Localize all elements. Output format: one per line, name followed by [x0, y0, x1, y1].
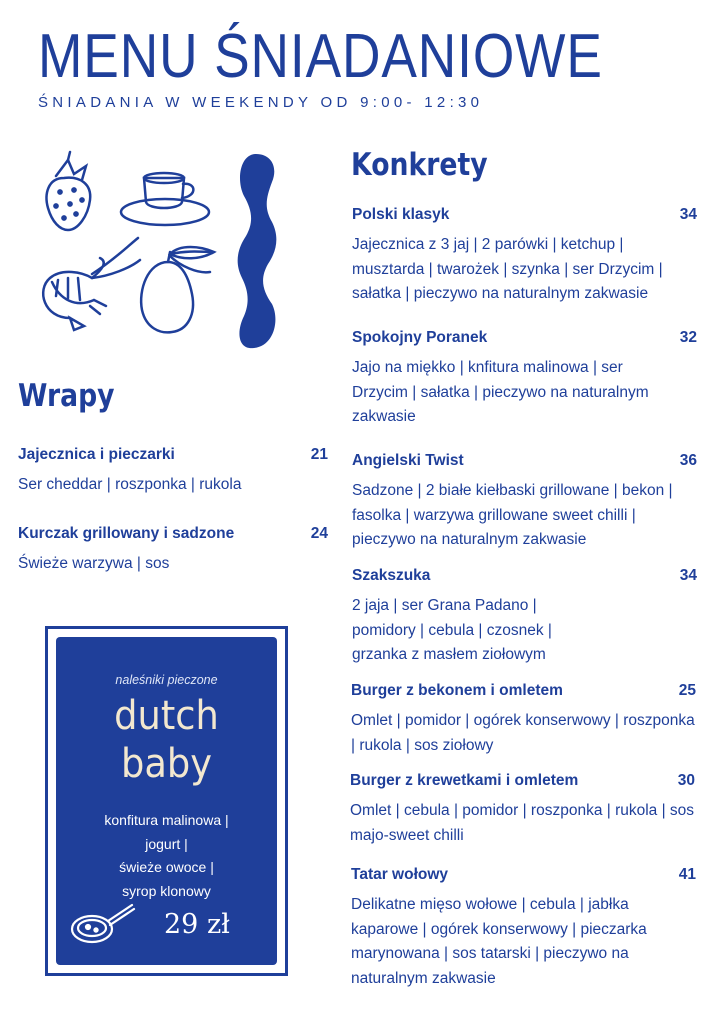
item-name: Szakszuka	[352, 567, 431, 584]
konkrety-heading: Konkrety	[351, 147, 488, 183]
list-item	[351, 682, 696, 758]
dutch-baby-title-line2: baby	[120, 741, 213, 787]
item-price: 36	[679, 452, 697, 469]
item-description: Sadzone | 2 białe kiełbaski grillowane | bekon | fasolka | warzywa grillowane sweet chilli | pieczywo na naturalnym zakwasie	[352, 482, 673, 548]
item-name: Jajecznica i pieczarki	[18, 446, 175, 463]
item-price: 30	[677, 772, 695, 789]
list-item	[18, 446, 328, 498]
item-price: 34	[679, 567, 697, 584]
dutch-baby-panel	[56, 637, 277, 965]
item-price: 21	[310, 446, 328, 463]
item-price: 32	[679, 329, 697, 346]
pan-icon	[68, 899, 138, 949]
item-description: Delikatne mięso wołowe | cebula | jabłka kaparowe | ogórek konserwowy | pieczarka marynowana | sos tatarski | pieczywo na naturalnym zakwasie	[351, 896, 647, 987]
page-title: MENU ŚNIADANIOWE	[38, 22, 603, 91]
list-item	[351, 866, 696, 991]
page-subtitle: ŚNIADANIA W WEEKENDY OD 9:00- 12:30	[38, 94, 484, 111]
item-price: 41	[678, 866, 696, 883]
item-description: Jajo na miękko | knfitura malinowa | ser Drzycim | sałatka | pieczywo na naturalnym zakwasie	[352, 359, 649, 425]
dutch-baby-desc-line: syrop klonowy	[122, 882, 211, 899]
item-description: Ser cheddar | roszponka | rukola	[18, 476, 242, 493]
item-description: 2 jaja | ser Grana Padano | pomidory | cebula | czosnek | grzanka z masłem ziołowym	[352, 597, 552, 663]
list-item	[350, 772, 695, 848]
dutch-baby-desc-line: świeże owoce |	[119, 859, 214, 875]
item-name: Tatar wołowy	[351, 866, 449, 883]
item-description: Świeże warzywa | sos	[18, 555, 170, 572]
wrapy-heading: Wrapy	[18, 378, 115, 414]
dutch-baby-card	[45, 626, 288, 976]
list-item	[18, 525, 328, 577]
item-name: Kurczak grillowany i sadzone	[18, 525, 235, 542]
dutch-baby-price: 29 zł	[164, 909, 230, 940]
item-price: 24	[310, 525, 328, 542]
item-name: Burger z bekonem i omletem	[351, 682, 563, 699]
list-item	[352, 206, 697, 307]
item-name: Spokojny Poranek	[352, 329, 488, 346]
item-description: Omlet | pomidor | ogórek konserwowy | roszponka | rukola | sos ziołowy	[351, 712, 695, 754]
list-item	[352, 329, 697, 430]
item-name: Burger z krewetkami i omletem	[350, 772, 579, 789]
dutch-baby-kicker: naleśniki pieczone	[115, 673, 218, 687]
item-description: Omlet | cebula | pomidor | roszponka | rukola | sos majo-sweet chilli	[350, 802, 695, 844]
item-price: 25	[678, 682, 696, 699]
dutch-baby-desc-line: konfitura malinowa |	[104, 812, 229, 828]
dutch-baby-description	[56, 809, 277, 903]
list-item	[352, 567, 697, 668]
strawberry-icon	[47, 152, 91, 230]
list-item	[352, 452, 697, 553]
item-name: Angielski Twist	[352, 452, 464, 469]
wave-decoration	[234, 152, 280, 352]
lemon-icon	[141, 247, 214, 332]
item-price: 34	[679, 206, 697, 223]
shrimp-icon	[43, 238, 140, 330]
dutch-baby-desc-line: jogurt |	[145, 835, 188, 852]
item-name: Polski klasyk	[352, 206, 450, 223]
coffee-cup-icon	[121, 173, 209, 225]
breakfast-illustrations	[30, 150, 220, 345]
item-description: Jajecznica z 3 jaj | 2 parówki | ketchup | musztarda | twarożek | szynka | ser Drzycim | sałatka | pieczywo na naturalnym zakwasie	[352, 236, 663, 302]
dutch-baby-title-line1: dutch	[114, 693, 219, 739]
